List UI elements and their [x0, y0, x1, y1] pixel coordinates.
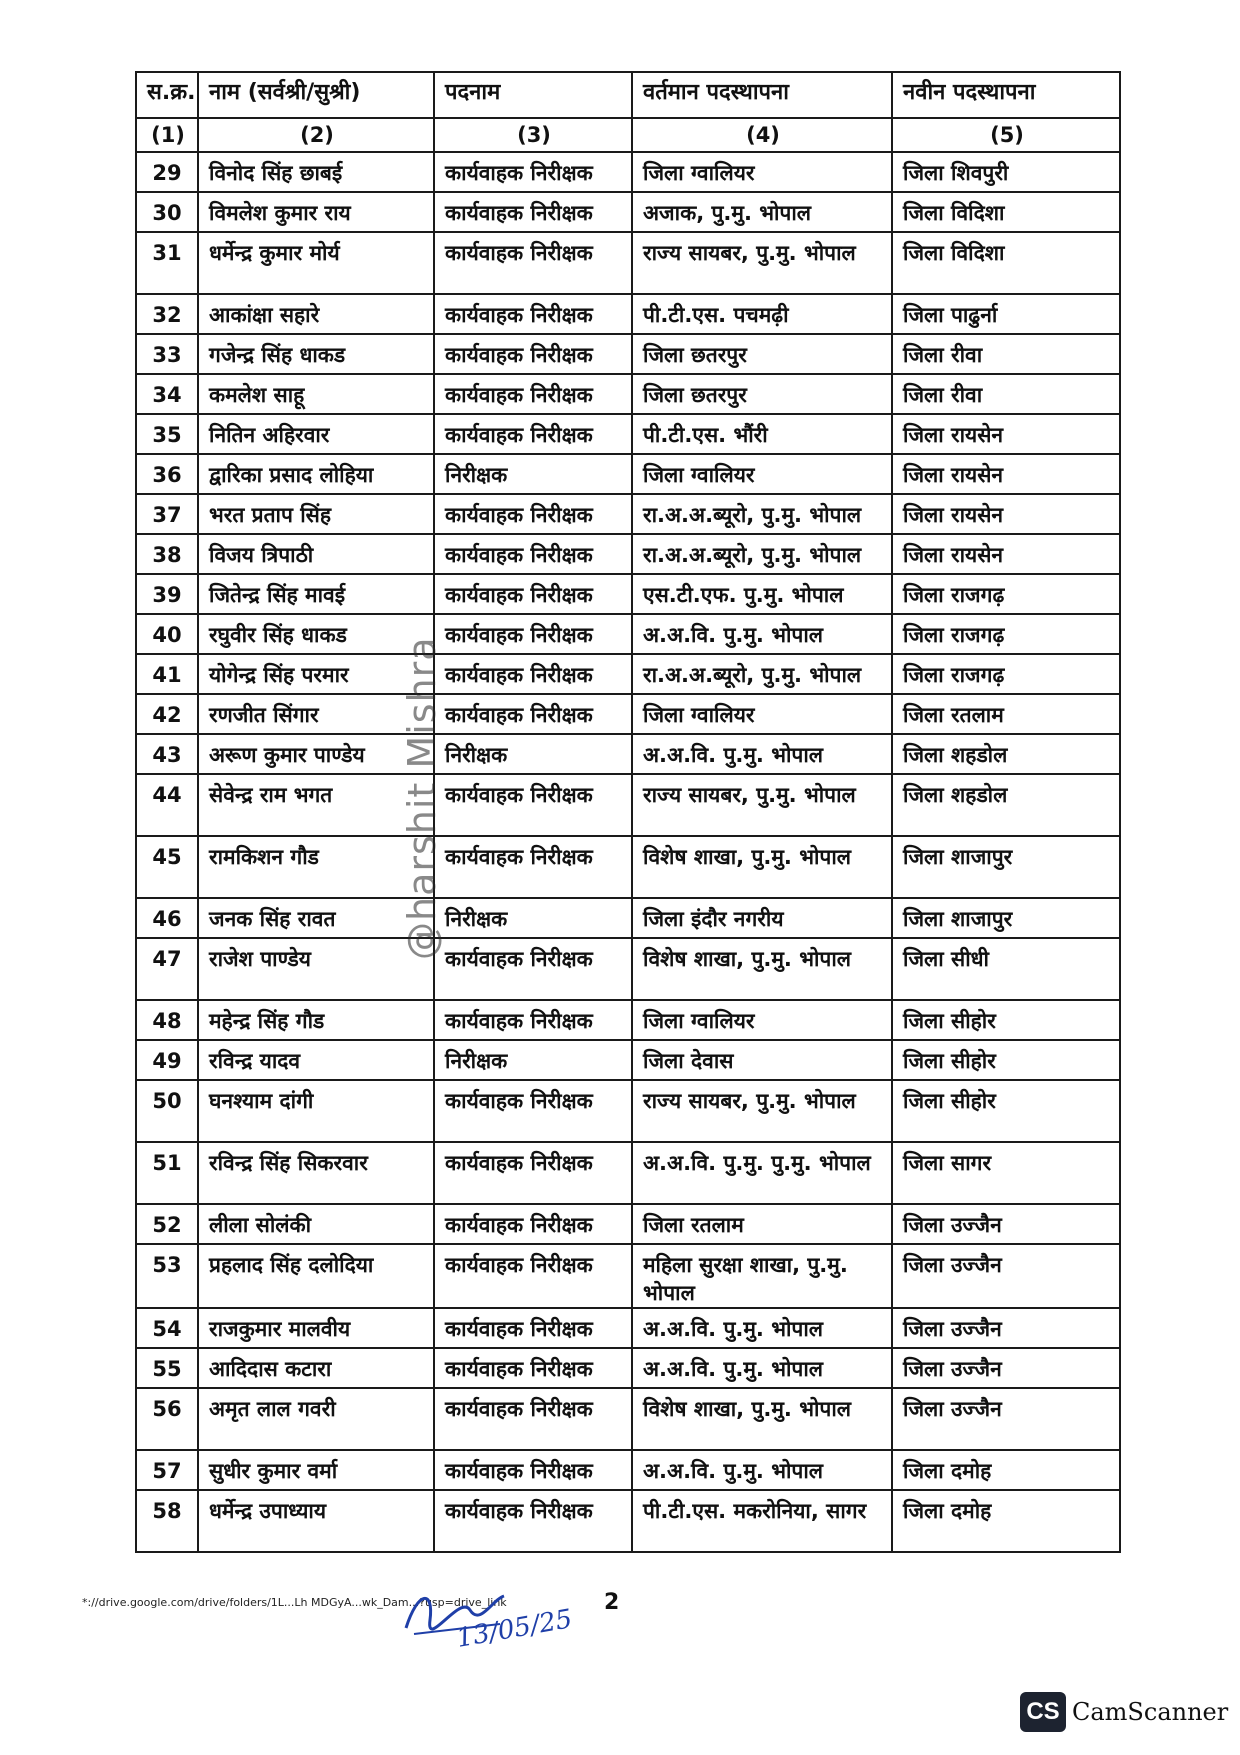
current-posting-cell: राज्य सायबर, पु.मु. भोपाल: [632, 774, 892, 836]
header-name: नाम (सर्वश्री/सुश्री): [198, 72, 434, 118]
name-cell: योगेन्द्र सिंह परमार: [198, 654, 434, 694]
table-row: [136, 534, 1120, 574]
table-row: [136, 232, 1120, 294]
name-cell: धर्मेन्द्र उपाध्याय: [198, 1490, 434, 1552]
serial-cell: 50: [136, 1080, 198, 1142]
designation-cell: निरीक्षक: [434, 454, 632, 494]
new-posting-cell: जिला पाढुर्ना: [892, 294, 1120, 334]
name-cell: जितेन्द्र सिंह मावई: [198, 574, 434, 614]
designation-cell: कार्यवाहक निरीक्षक: [434, 1388, 632, 1450]
camscanner-label: CamScanner: [1072, 1698, 1229, 1726]
serial-cell: 48: [136, 1000, 198, 1040]
name-cell: अरूण कुमार पाण्डेय: [198, 734, 434, 774]
current-posting-cell: राज्य सायबर, पु.मु. भोपाल: [632, 1080, 892, 1142]
column-number: (2): [198, 118, 434, 152]
name-cell: अमृत लाल गवरी: [198, 1388, 434, 1450]
new-posting-cell: जिला शहडोल: [892, 774, 1120, 836]
designation-cell: कार्यवाहक निरीक्षक: [434, 654, 632, 694]
current-posting-cell: रा.अ.अ.ब्यूरो, पु.मु. भोपाल: [632, 654, 892, 694]
new-posting-cell: जिला उज्जैन: [892, 1388, 1120, 1450]
name-cell: राजेश पाण्डेय: [198, 938, 434, 1000]
serial-cell: 52: [136, 1204, 198, 1244]
name-cell: राजकुमार मालवीय: [198, 1308, 434, 1348]
current-posting-cell: पी.टी.एस. भौंरी: [632, 414, 892, 454]
current-posting-cell: अजाक, पु.मु. भोपाल: [632, 192, 892, 232]
serial-cell: 57: [136, 1450, 198, 1490]
current-posting-cell: विशेष शाखा, पु.मु. भोपाल: [632, 836, 892, 898]
current-posting-cell: जिला छतरपुर: [632, 334, 892, 374]
designation-cell: कार्यवाहक निरीक्षक: [434, 294, 632, 334]
serial-cell: 34: [136, 374, 198, 414]
new-posting-cell: जिला सीहोर: [892, 1080, 1120, 1142]
name-cell: कमलेश साहू: [198, 374, 434, 414]
name-cell: नितिन अहिरवार: [198, 414, 434, 454]
current-posting-cell: अ.अ.वि. पु.मु. भोपाल: [632, 734, 892, 774]
table-row: [136, 1308, 1120, 1348]
name-cell: प्रहलाद सिंह दलोदिया: [198, 1244, 434, 1308]
footer-url: *://drive.google.com/drive/folders/1L...Lh MDGyA...wk_Dam...?usp=drive_link: [82, 1596, 507, 1609]
designation-cell: कार्यवाहक निरीक्षक: [434, 836, 632, 898]
name-cell: सुधीर कुमार वर्मा: [198, 1450, 434, 1490]
current-posting-cell: अ.अ.वि. पु.मु. भोपाल: [632, 1308, 892, 1348]
name-cell: आकांक्षा सहारे: [198, 294, 434, 334]
current-posting-cell: जिला देवास: [632, 1040, 892, 1080]
serial-cell: 49: [136, 1040, 198, 1080]
serial-cell: 36: [136, 454, 198, 494]
new-posting-cell: जिला दमोह: [892, 1450, 1120, 1490]
table-row: [136, 152, 1120, 192]
current-posting-cell: जिला ग्वालियर: [632, 454, 892, 494]
serial-cell: 47: [136, 938, 198, 1000]
new-posting-cell: जिला राजगढ़: [892, 614, 1120, 654]
name-cell: जनक सिंह रावत: [198, 898, 434, 938]
designation-cell: कार्यवाहक निरीक्षक: [434, 614, 632, 654]
current-posting-cell: अ.अ.वि. पु.मु. भोपाल: [632, 1348, 892, 1388]
serial-cell: 56: [136, 1388, 198, 1450]
designation-cell: कार्यवाहक निरीक्षक: [434, 192, 632, 232]
serial-cell: 39: [136, 574, 198, 614]
name-cell: रघुवीर सिंह धाकड: [198, 614, 434, 654]
column-number: (4): [632, 118, 892, 152]
serial-cell: 42: [136, 694, 198, 734]
designation-cell: कार्यवाहक निरीक्षक: [434, 1244, 632, 1308]
designation-cell: कार्यवाहक निरीक्षक: [434, 1142, 632, 1204]
name-cell: धर्मेन्द्र कुमार मोर्य: [198, 232, 434, 294]
serial-cell: 55: [136, 1348, 198, 1388]
name-cell: रविन्द्र यादव: [198, 1040, 434, 1080]
designation-cell: कार्यवाहक निरीक्षक: [434, 1308, 632, 1348]
table-row: [136, 1450, 1120, 1490]
header-row: [136, 72, 1120, 118]
current-posting-cell: एस.टी.एफ. पु.मु. भोपाल: [632, 574, 892, 614]
designation-cell: कार्यवाहक निरीक्षक: [434, 334, 632, 374]
new-posting-cell: जिला रायसेन: [892, 494, 1120, 534]
signature-date: 13/05/25: [454, 1604, 575, 1654]
serial-cell: 32: [136, 294, 198, 334]
designation-cell: कार्यवाहक निरीक्षक: [434, 694, 632, 734]
serial-cell: 30: [136, 192, 198, 232]
current-posting-cell: विशेष शाखा, पु.मु. भोपाल: [632, 938, 892, 1000]
new-posting-cell: जिला रतलाम: [892, 694, 1120, 734]
designation-cell: कार्यवाहक निरीक्षक: [434, 1080, 632, 1142]
current-posting-cell: पी.टी.एस. मकरोनिया, सागर: [632, 1490, 892, 1552]
designation-cell: कार्यवाहक निरीक्षक: [434, 574, 632, 614]
current-posting-cell: जिला छतरपुर: [632, 374, 892, 414]
current-posting-cell: राज्य सायबर, पु.मु. भोपाल: [632, 232, 892, 294]
table-row: [136, 414, 1120, 454]
table-row: [136, 614, 1120, 654]
table-row: [136, 574, 1120, 614]
new-posting-cell: जिला सागर: [892, 1142, 1120, 1204]
column-number: (3): [434, 118, 632, 152]
serial-cell: 54: [136, 1308, 198, 1348]
page-number: 2: [604, 1590, 620, 1615]
camscanner-logo-icon: CS: [1020, 1692, 1066, 1732]
name-cell: गजेन्द्र सिंह धाकड: [198, 334, 434, 374]
new-posting-cell: जिला उज्जैन: [892, 1348, 1120, 1388]
name-cell: विमलेश कुमार राय: [198, 192, 434, 232]
new-posting-cell: जिला सीधी: [892, 938, 1120, 1000]
current-posting-cell: रा.अ.अ.ब्यूरो, पु.मु. भोपाल: [632, 494, 892, 534]
name-cell: भरत प्रताप सिंह: [198, 494, 434, 534]
new-posting-cell: जिला सीहोर: [892, 1000, 1120, 1040]
column-number-row: [136, 118, 1120, 152]
serial-cell: 51: [136, 1142, 198, 1204]
designation-cell: कार्यवाहक निरीक्षक: [434, 414, 632, 454]
table-row: [136, 454, 1120, 494]
table-row: [136, 494, 1120, 534]
name-cell: घनश्याम दांगी: [198, 1080, 434, 1142]
serial-cell: 33: [136, 334, 198, 374]
serial-cell: 46: [136, 898, 198, 938]
column-number: (1): [136, 118, 198, 152]
name-cell: विजय त्रिपाठी: [198, 534, 434, 574]
transfer-table: [135, 71, 1121, 1553]
current-posting-cell: जिला ग्वालियर: [632, 1000, 892, 1040]
designation-cell: कार्यवाहक निरीक्षक: [434, 152, 632, 192]
current-posting-cell: अ.अ.वि. पु.मु. भोपाल: [632, 1450, 892, 1490]
header-current-posting: वर्तमान पदस्थापना: [632, 72, 892, 118]
serial-cell: 53: [136, 1244, 198, 1308]
designation-cell: कार्यवाहक निरीक्षक: [434, 1450, 632, 1490]
table-row: [136, 1388, 1120, 1450]
name-cell: लीला सोलंकी: [198, 1204, 434, 1244]
designation-cell: कार्यवाहक निरीक्षक: [434, 374, 632, 414]
table-row: [136, 1000, 1120, 1040]
table-row: [136, 898, 1120, 938]
new-posting-cell: जिला विदिशा: [892, 192, 1120, 232]
current-posting-cell: अ.अ.वि. पु.मु. पु.मु. भोपाल: [632, 1142, 892, 1204]
serial-cell: 35: [136, 414, 198, 454]
current-posting-cell: अ.अ.वि. पु.मु. भोपाल: [632, 614, 892, 654]
new-posting-cell: जिला राजगढ़: [892, 654, 1120, 694]
table-row: [136, 938, 1120, 1000]
table-row: [136, 1080, 1120, 1142]
current-posting-cell: जिला इंदौर नगरीय: [632, 898, 892, 938]
new-posting-cell: जिला उज्जैन: [892, 1244, 1120, 1308]
current-posting-cell: जिला ग्वालियर: [632, 152, 892, 192]
header-new-posting: नवीन पदस्थापना: [892, 72, 1120, 118]
serial-cell: 29: [136, 152, 198, 192]
current-posting-cell: जिला रतलाम: [632, 1204, 892, 1244]
name-cell: रामकिशन गौड: [198, 836, 434, 898]
table-body: [136, 152, 1120, 1552]
new-posting-cell: जिला रीवा: [892, 334, 1120, 374]
designation-cell: कार्यवाहक निरीक्षक: [434, 1204, 632, 1244]
table-row: [136, 1142, 1120, 1204]
current-posting-cell: जिला ग्वालियर: [632, 694, 892, 734]
designation-cell: निरीक्षक: [434, 1040, 632, 1080]
designation-cell: कार्यवाहक निरीक्षक: [434, 1000, 632, 1040]
table-row: [136, 334, 1120, 374]
new-posting-cell: जिला विदिशा: [892, 232, 1120, 294]
name-cell: विनोद सिंह छाबई: [198, 152, 434, 192]
table-row: [136, 192, 1120, 232]
serial-cell: 44: [136, 774, 198, 836]
current-posting-cell: विशेष शाखा, पु.मु. भोपाल: [632, 1388, 892, 1450]
name-cell: रविन्द्र सिंह सिकरवार: [198, 1142, 434, 1204]
serial-cell: 31: [136, 232, 198, 294]
serial-cell: 38: [136, 534, 198, 574]
serial-cell: 58: [136, 1490, 198, 1552]
header-serial: स.क्र.: [136, 72, 198, 118]
camscanner-brand: [1020, 1692, 1228, 1732]
new-posting-cell: जिला दमोह: [892, 1490, 1120, 1552]
table-row: [136, 1204, 1120, 1244]
new-posting-cell: जिला शाजापुर: [892, 898, 1120, 938]
new-posting-cell: जिला सीहोर: [892, 1040, 1120, 1080]
new-posting-cell: जिला उज्जैन: [892, 1308, 1120, 1348]
table-row: [136, 1490, 1120, 1552]
new-posting-cell: जिला शिवपुरी: [892, 152, 1120, 192]
new-posting-cell: जिला रायसेन: [892, 534, 1120, 574]
name-cell: आदिदास कटारा: [198, 1348, 434, 1388]
designation-cell: कार्यवाहक निरीक्षक: [434, 534, 632, 574]
serial-cell: 43: [136, 734, 198, 774]
designation-cell: कार्यवाहक निरीक्षक: [434, 494, 632, 534]
designation-cell: कार्यवाहक निरीक्षक: [434, 232, 632, 294]
current-posting-cell: पी.टी.एस. पचमढ़ी: [632, 294, 892, 334]
table-row: [136, 774, 1120, 836]
name-cell: द्वारिका प्रसाद लोहिया: [198, 454, 434, 494]
serial-cell: 37: [136, 494, 198, 534]
new-posting-cell: जिला उज्जैन: [892, 1204, 1120, 1244]
table-row: [136, 654, 1120, 694]
table-row: [136, 1040, 1120, 1080]
designation-cell: निरीक्षक: [434, 734, 632, 774]
serial-cell: 45: [136, 836, 198, 898]
designation-cell: कार्यवाहक निरीक्षक: [434, 774, 632, 836]
new-posting-cell: जिला रायसेन: [892, 454, 1120, 494]
table-row: [136, 1348, 1120, 1388]
name-cell: रणजीत सिंगार: [198, 694, 434, 734]
watermark: @harshit Mishra: [400, 636, 444, 960]
table-row: [136, 294, 1120, 334]
new-posting-cell: जिला शाजापुर: [892, 836, 1120, 898]
table-row: [136, 734, 1120, 774]
name-cell: सेवेन्द्र राम भगत: [198, 774, 434, 836]
new-posting-cell: जिला रीवा: [892, 374, 1120, 414]
designation-cell: कार्यवाहक निरीक्षक: [434, 1490, 632, 1552]
new-posting-cell: जिला शहडोल: [892, 734, 1120, 774]
current-posting-cell: महिला सुरक्षा शाखा, पु.मु. भोपाल: [632, 1244, 892, 1308]
designation-cell: निरीक्षक: [434, 898, 632, 938]
table-row: [136, 374, 1120, 414]
serial-cell: 40: [136, 614, 198, 654]
name-cell: महेन्द्र सिंह गौड: [198, 1000, 434, 1040]
table-row: [136, 694, 1120, 734]
new-posting-cell: जिला रायसेन: [892, 414, 1120, 454]
new-posting-cell: जिला राजगढ़: [892, 574, 1120, 614]
header-designation: पदनाम: [434, 72, 632, 118]
serial-cell: 41: [136, 654, 198, 694]
designation-cell: कार्यवाहक निरीक्षक: [434, 1348, 632, 1388]
column-number: (5): [892, 118, 1120, 152]
designation-cell: कार्यवाहक निरीक्षक: [434, 938, 632, 1000]
current-posting-cell: रा.अ.अ.ब्यूरो, पु.मु. भोपाल: [632, 534, 892, 574]
table-row: [136, 1244, 1120, 1308]
table-row: [136, 836, 1120, 898]
